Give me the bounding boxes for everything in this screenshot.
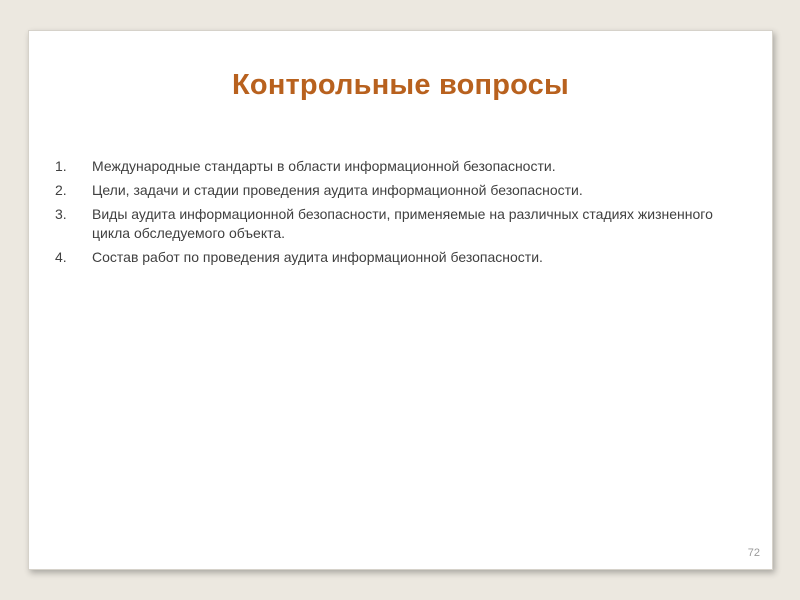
list-item [55,205,745,243]
list-item-number: 1. [55,158,67,174]
list-item [55,181,745,200]
list-item-number: 2. [55,182,67,198]
page-number: 72 [747,547,760,559]
slide-title: Контрольные вопросы [232,69,569,101]
list-item-text: Цели, задачи и стадии проведения аудита информационной безопасности. [92,182,583,198]
list-item [55,157,745,176]
slide [28,30,773,570]
list-item-number: 4. [55,249,67,265]
list-item-number: 3. [55,206,67,222]
questions-list [55,157,745,272]
list-item-text: Международные стандарты в области информационной безопасности. [92,158,556,174]
list-item-text: Виды аудита информационной безопасности, применяемые на различных стадиях жизненного цикла обследуемого объекта. [92,206,713,241]
list-item-text: Состав работ по проведения аудита информационной безопасности. [92,249,543,265]
list-item [55,248,745,267]
